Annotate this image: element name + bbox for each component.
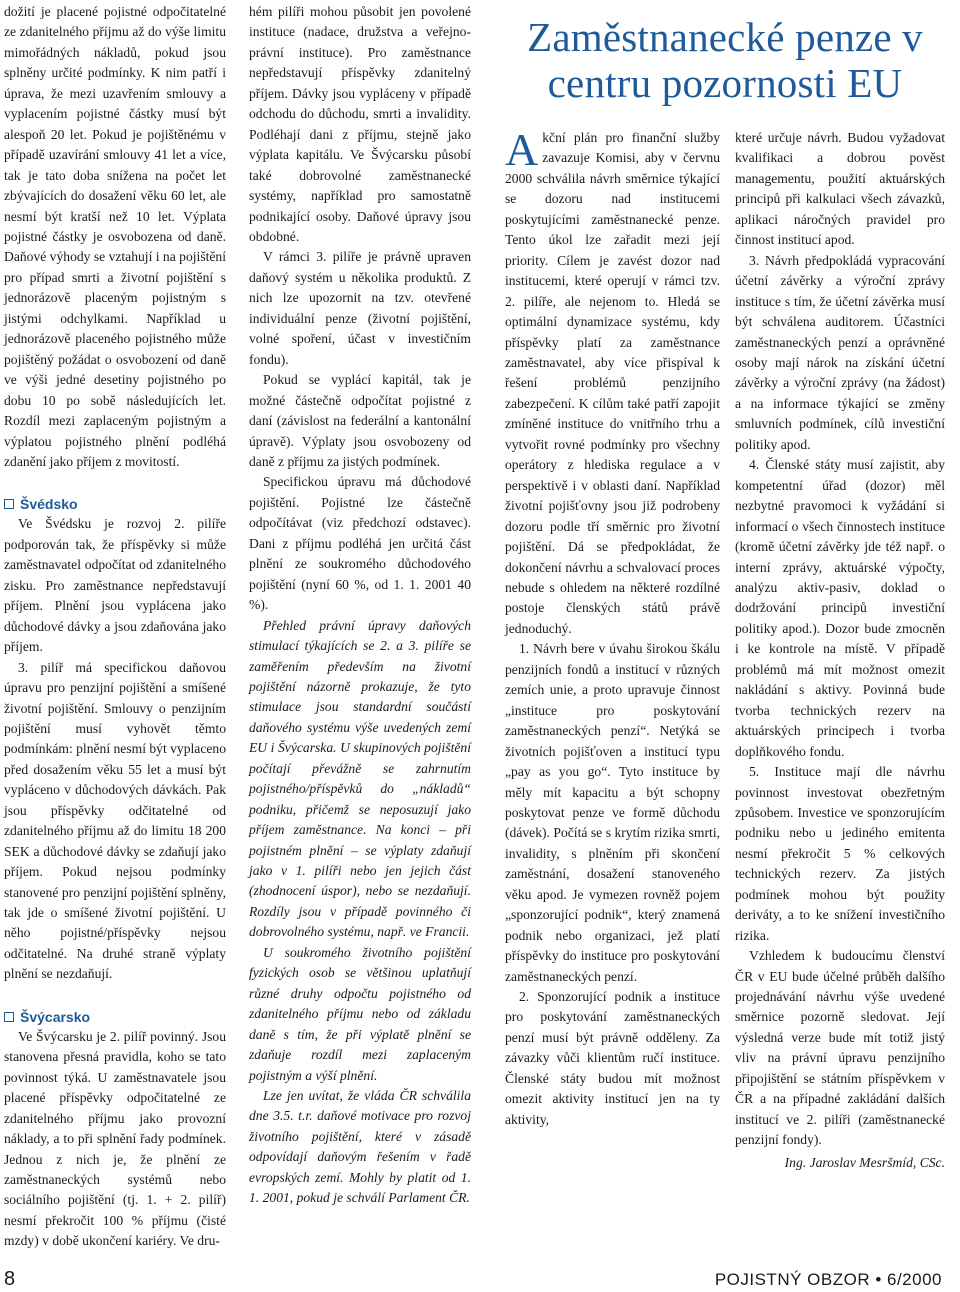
section-heading-label: Švýcarsko [20,1008,91,1025]
paragraph: Specifickou úpravu má důchodové pojištění. Pojistné lze částečně odpočítávat (viz předchozí odstavec). Dani z příjmu podléhá jen určitá část plnění ze soukromého důchodového pojištění (nyní 60 %, od 1. 1. 2001 40 %). [249,474,471,613]
column-4 [735,128,945,1173]
checkbox-bullet-icon [4,499,14,509]
article-title: Zaměstnanecké penze v centru pozornosti EU [527,14,923,106]
paragraph: 1. Návrh bere v úvahu širokou škálu penzijních fondů a institucí v různých zemích unie, a proto upravuje činnost „instituce pro poskytování zaměstnaneckých penzí“. Netýká se životních pojišťoven a institucí typu „pay as you go“. Tyto instituce by měly mít kapacitu a být schopny poskytovat penze ve formě důchodu (dávek). Počítá se s krytím rizika smrti, invalidity, s plněním při skončení zaměstnání, dosažení stanoveného věku apod. Je vymezen rovněž pojem „sponzorující podnik“, který znamená podnik nebo organizaci, jež platí příspěvky do instituce pro poskytování zaměstnaneckých penzí. [505,641,720,984]
lead-paragraph-text: kční plán pro finanční služby zavazuje Komisi, aby v červnu 2000 schválila návrh směrnice týkající se dozoru nad institucemi poskytujícími zaměstnanecké penze. Tento úkol lze zařadit mezi její priority. Cílem je zavést dozor nad institucemi, které operují v rámci tzv. 2. pilíře, ale nejenom to. Hledá se optimální dynamizace systému, kdy příspěvky platí za zaměstnance zaměstnavatel, aby více přispíval k řešení problémů penzijního zabezpečení. K cílům také patří zapojit zmíněné instituce do vnitřního trhu a vytvořit rovné podmínky pro všechny operátory z hlediska regulace a v perspektivě i v oblasti daní. Například životní pojišťovny jsou již podrobeny dozoru podle tří směrnic pro životní pojištění. Dá se předpokládat, že dokončení návrhu a schvalovací proces nebude s ohledem na některé rozdílné postoje členských států právě jednoduchý. [505,130,720,636]
paragraph: 5. Instituce mají dle návrhu povinnost investovat obezřetným způsobem. Investice ve sponzorujícím podniku nebo u jediného emitenta nesmí překročit 5 % celkových technických rezerv. Za jistých podmínek mohou být použity deriváty, a to ke snížení investičního rizika. [735,764,945,943]
paragraph-italic: Přehled právní úpravy daňových stimulací týkajících se 2. a 3. pilíře se zaměřením především na životní pojištění názorně prokazuje, že tyto stimulace jsou standardní součástí daňového systému výše uvedených zemí EU i Švýcarska. U skupinových pojištění počítají převážně se zahrnutím pojistného/příspěvků do „nákladů“ podniku, přičemž se neposuzují jako příjem zaměstnance. Na konci – při pojistném plnění – se výplaty zdaňují jako v 1. pilíři nebo jen jejich část (zhodnocení úspor), nebo se nezdaňují. Rozdíly jsou v případě povinného či dobrovolného systému, např. ve Francii. [249,617,471,940]
paragraph: 3. pilíř má specifickou daňovou úpravu pro penzijní pojištění a smíšené životní pojištění. Smlouvy o penzijním pojištění musí vyhovět těmto podmínkám: plnění nesmí být vyplaceno před dosažením věku 55 let a musí být vypláceno v důchodových dávkách. Pak jsou příspěvky odčitatelné od zdanitelného příjmu až do limitu 18 200 SEK a důchodové dávky se zdaňují jako příjem. Pokud nejsou podmínky stanovené pro penzijní pojištění splněny, tak jde o smíšené životní pojištění. U něho pojistné/příspěvky nejsou odčitatelné. Na druhé straně výplaty plnění se nezdaňují. [4,659,226,982]
column-1 [4,2,226,1252]
paragraph: Ve Švýcarsku je 2. pilíř povinný. Jsou stanovena přesná pravidla, koho se tato povinnost týká. U zaměstnavatele jsou placené příspěvky odpočitatelné ze zdanitelného příjmu jako provozní náklady, a to při splnění řady podmínek. Jednou z nich je, že plnění ze zaměstnaneckých systémů nebo sociálního pojištění (tj. 1. + 2. pilíř) nesmí překročit 100 % příjmu (čisté mzdy) v době ukončení kariéry. Ve dru- [4,1028,226,1249]
paragraph: V rámci 3. pilíře je právně upraven daňový systém u několika produktů. Z nich lze upozornit na tzv. otevřené individuální penze (životní pojištění, volné spoření, účast v investičním fondu). [249,249,471,367]
lead-paragraph [505,124,720,639]
paragraph-italic: U soukromého životního pojištění fyzických osob se většinou uplatňují různé druhy odpočtu pojistného od zdanitelného příjmu nebo od základu daně s tím, že při výplatě plnění se zdaňuje rozdíl mezi zaplaceným pojistným a výší plnění. [249,944,471,1083]
paragraph: které určuje návrh. Budou vyžadovat kvalifikaci a dobrou pověst managementu, použití aktuárských principů při kalkulaci všech závazků, aplikaci náročných pravidel pro činnost institucí apod. [735,130,945,248]
paragraph: Ve Švédsku je rozvoj 2. pilíře podporován tak, že příspěvky si může zaměstnavatel odpočítat od zdanitelného zisku. Pro zaměstnance nepředstavují příjem. Plnění jsou vyplácena jako důchodové dávky a jsou zdaňována jako příjem. [4,516,226,655]
paragraph: 2. Sponzorující podnik a instituce pro poskytování zaměstnaneckých penzí musí být právně odděleny. Za závazky vůči klientům ručí instituce. Členské státy budou mít možnost omezit aktivity institucí jen na ty aktivity, [505,989,720,1127]
paragraph-italic: Lze jen uvítat, že vláda ČR schválila dne 3.5. t.r. daňové motivace pro rozvoj životního pojištění, které v zásadě odpovídají daňovým řešením v řadě evropských zemí. Mohly by platit od 1. 1. 2001, pokud je schválí Parlament ČR. [249,1088,471,1206]
paragraph: Pokud se vyplácí kapitál, tak je možné částečně odpočítat pojistné z daní (závislost na federální a kantonální úpravě). Výplaty jsou osvobozeny od daně z příjmu za jistých podmínek. [249,372,471,469]
paragraph: Vzhledem k budoucímu členství ČR v EU bude účelné průběh dalšího projednávání návrhu výše uvedené směrnice pozorně sledovat. Její výsledná verze bude mít totiž jistý vliv na právní úpravu penzijního připojištění se státním příspěvkem v ČR a na případné zakládání dalších institucí ve 2. pilíři (zaměstnanecké penzijní fondy). [735,948,945,1148]
section-heading-sweden [4,494,226,514]
page-number: 8 [4,1268,16,1290]
running-footer: POJISTNÝ OBZOR • 6/2000 [714,1270,942,1289]
column-2 [249,2,471,1209]
checkbox-bullet-icon [4,1012,14,1022]
column-3 [505,124,720,1130]
drop-cap: A [505,124,539,175]
paragraph: hém pilíři mohou působit jen povolené instituce (nadace, družstva a veřejno-právní instituce). Pro zaměstnance nepředstavují příspěvky zdanitelný příjem. Dávky jsou vypláceny v případě odchodu do důchodu, smrti a invalidity. Podléhají dani z příjmu, stejně jako výplata kapitálu. Ve Švýcarsku působí také dobrovolné zaměstnanecké systémy, například pro samostatně podnikající osoby. Daňové úpravy jsou obdobné. [249,4,471,244]
section-heading-label: Švédsko [20,496,78,513]
section-heading-switzerland [4,1007,226,1027]
paragraph: dožití je placené pojistné odpočitatelné ze zdanitelného příjmu až do výše limitu mimořádných nákladů, pokud jsou splněny určité podmínky. K nim patří i úprava, že mezi uzavřením smlouvy a vyplacením pojistné částky musí být alespoň 20 let. Pokud je pojištěnému v případě uzavírání smlouvy 41 let a více, tak je tato doba snížena na počet let zbývajících do dosažení věku 60 let, ale nesmí být kratší než 10 let. Výplata pojistné částky je osvobozena od daně. Daňové výhody se vztahují i na pojištění pro případ smrti a životní pojištění s jednorázově placeným pojistným s jistými odchylkami. Například u jednorázově placeného pojistného může pojištěný požádat o osvobození od daně ve výši jedné desetiny pojistného po dobu 10 po sobě následujících let. Rozdíl mezi zaplaceným pojistným a výplatou pojistného plnění podléhá zdanění jako příjem z movitostí. [4,4,226,469]
paragraph: 4. Členské státy musí zajistit, aby kompetentní úřad (dozor) měl nezbytné pravomoci k vyžádání si informací o všech činnostech instituce (kromě účetní závěrky jde též např. o interní zprávy, aktuárské výpočty, analýzu aktiv-pasiv, doklad o dodržování principů investiční politiky apod.). Dozor bude zmocněn i ke kontrole na místě. V případě problémů má mít možnost omezit nakládání s aktivy. Povinná bude tvorba technických rezerv na aktuárských principech i tvorba doplňkového fondu. [735,457,945,759]
paragraph: 3. Návrh předpokládá vypracování účetní závěrky a výroční zprávy instituce s tím, že účetní závěrka musí být schválena auditorem. Účastníci zaměstnaneckých penzí a oprávněné osoby mají nárok na získání účetní závěrky a výroční zprávy (na žádost) a na informace týkající se změny smluvních podmínek, cílů investiční politiky apod. [735,252,945,452]
author-signature: Ing. Jaroslav Mesršmíd, CSc. [784,1154,945,1170]
